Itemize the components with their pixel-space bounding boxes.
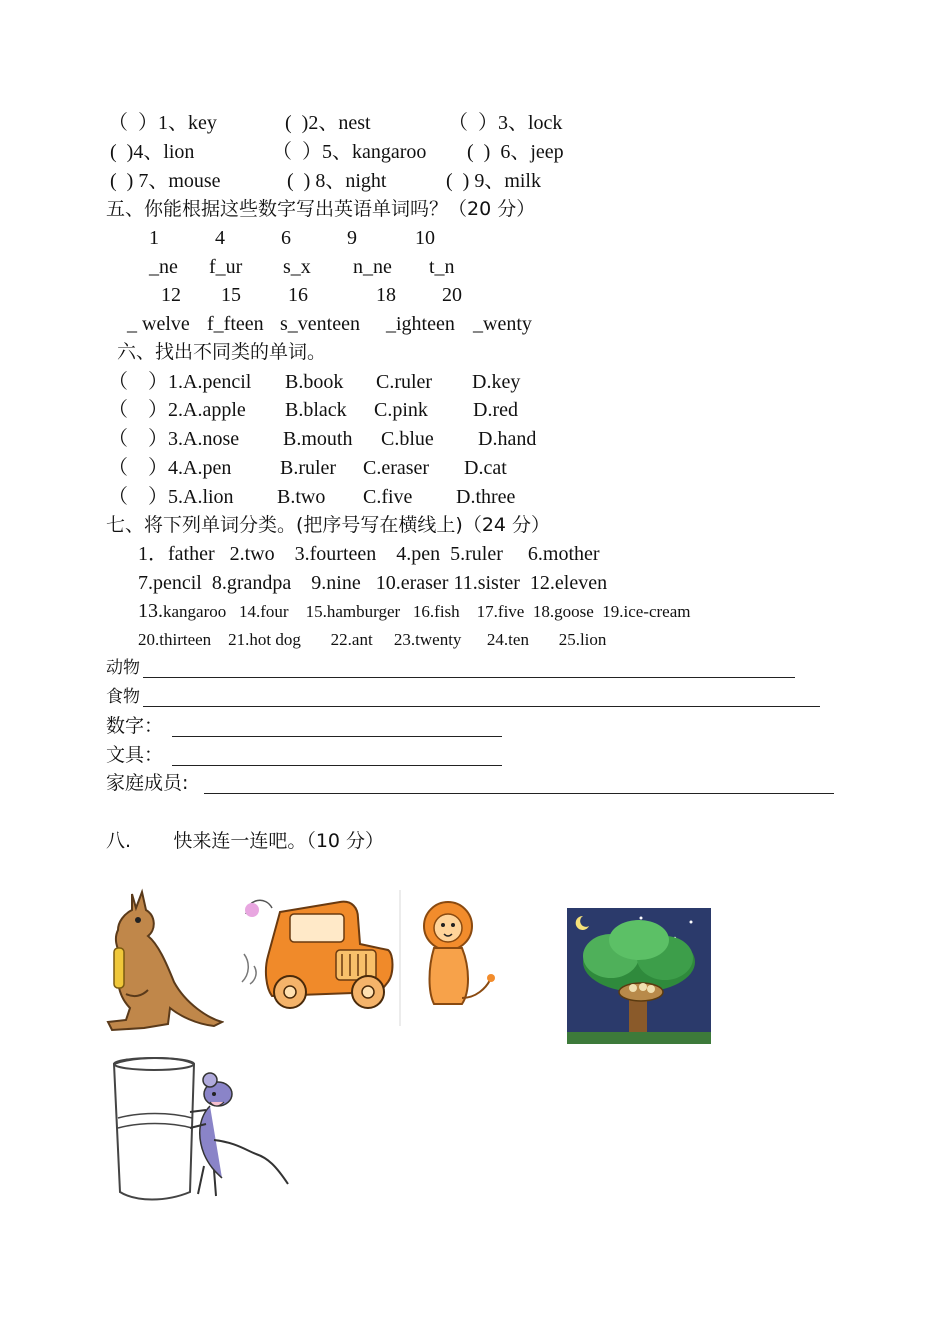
category-stationery-blank[interactable] — [172, 765, 502, 766]
word-list-line-4: 20.thirteen 21.hot dog 22.ant 23.twenty 24.ten 25.lion — [138, 630, 607, 649]
mouse-milk-picture[interactable] — [106, 1054, 290, 1206]
number: 1 — [149, 227, 159, 249]
number: 12 — [161, 284, 181, 306]
option-d: D.key — [472, 371, 521, 393]
section-5-title: 五、你能根据这些数字写出英语单词吗？（20 分） — [106, 198, 536, 220]
item-2-nest: ( )2、nest — [285, 112, 371, 134]
item-4-lion: ( )4、lion — [110, 141, 195, 163]
number: 6 — [281, 227, 291, 249]
word-list-line-3-text: kangaroo 14.four 15.hamburger 16.fish 17.five 18.goose 19.ice-cream — [163, 602, 691, 621]
kangaroo-picture[interactable] — [104, 886, 224, 1036]
option-a: （ ）3.A.nose — [108, 428, 240, 450]
number: 9 — [347, 227, 357, 249]
word-list-line-1: 1．father 2.two 3.fourteen 4.pen 5.ruler 6.mother — [138, 543, 600, 565]
category-family-label: 家庭成员: — [106, 772, 189, 794]
option-a: （ ）4.A.pen — [108, 457, 232, 479]
category-family-blank[interactable] — [204, 793, 834, 794]
option-c: C.pink — [374, 399, 428, 421]
category-animals-label: 动物 — [106, 658, 140, 678]
word-blank: s_x — [283, 256, 311, 278]
word-blank: _wenty — [473, 313, 532, 335]
word-list-line-2: 7.pencil 8.grandpa 9.nine 10.eraser 11.sister 12.eleven — [138, 572, 608, 594]
option-d: D.three — [456, 486, 516, 508]
number: 15 — [221, 284, 241, 306]
jeep-picture[interactable] — [240, 884, 396, 1024]
word-blank: f_fteen — [207, 313, 264, 335]
option-c: C.eraser — [363, 457, 430, 479]
night-tree-picture[interactable] — [567, 908, 711, 1044]
item-1-key: （ ）1、key — [108, 112, 217, 134]
section-8-title: 八. 快来连一连吧。（10 分） — [106, 830, 385, 852]
option-d: D.hand — [478, 428, 537, 450]
option-c: C.ruler — [376, 371, 433, 393]
word-list-line-3 — [138, 599, 691, 624]
option-d: D.red — [473, 399, 518, 421]
word-blank: _ne — [149, 256, 178, 278]
option-b: B.book — [285, 371, 344, 393]
option-b: B.two — [277, 486, 326, 508]
section-6-title: 六、找出不同类的单词。 — [117, 341, 327, 363]
option-b: B.mouth — [283, 428, 353, 450]
word-blank: n_ne — [353, 256, 392, 278]
option-b: B.ruler — [280, 457, 337, 479]
number: 20 — [442, 284, 462, 306]
option-b: B.black — [285, 399, 347, 421]
category-animals-blank[interactable] — [143, 677, 795, 678]
word-blank: _ighteen — [386, 313, 455, 335]
item-8-night: ( ) 8、night — [287, 170, 387, 192]
number: 18 — [376, 284, 396, 306]
section-7-title: 七、将下列单词分类。(把序号写在横线上)（24 分） — [106, 514, 551, 536]
option-c: C.blue — [381, 428, 434, 450]
item-5-kangaroo: （ ）5、kangaroo — [272, 141, 427, 163]
number: 4 — [215, 227, 225, 249]
option-a: （ ）1.A.pencil — [108, 371, 252, 393]
number: 10 — [415, 227, 435, 249]
item-6-jeep: ( ) 6、jeep — [467, 141, 564, 163]
word-blank: f_ur — [209, 256, 243, 278]
option-c: C.five — [363, 486, 413, 508]
category-stationery-label: 文具： — [106, 744, 164, 766]
word-blank: t_n — [429, 256, 455, 278]
word-blank: _ welve — [127, 313, 190, 335]
item-9-milk: ( ) 9、milk — [446, 170, 541, 192]
item-7-mouse: ( ) 7、mouse — [110, 170, 221, 192]
number: 16 — [288, 284, 308, 306]
category-numbers-label: 数字： — [106, 715, 164, 737]
lion-picture[interactable] — [398, 888, 498, 1028]
option-a: （ ）5.A.lion — [108, 486, 234, 508]
category-food-label: 食物 — [106, 687, 140, 707]
option-a: （ ）2.A.apple — [108, 399, 246, 421]
category-numbers-blank[interactable] — [172, 736, 502, 737]
word-blank: s_venteen — [280, 313, 360, 335]
item-3-lock: （ ）3、lock — [448, 112, 563, 134]
option-d: D.cat — [464, 457, 507, 479]
word-list-line-3-number: 13. — [138, 600, 163, 622]
category-food-blank[interactable] — [143, 706, 820, 707]
